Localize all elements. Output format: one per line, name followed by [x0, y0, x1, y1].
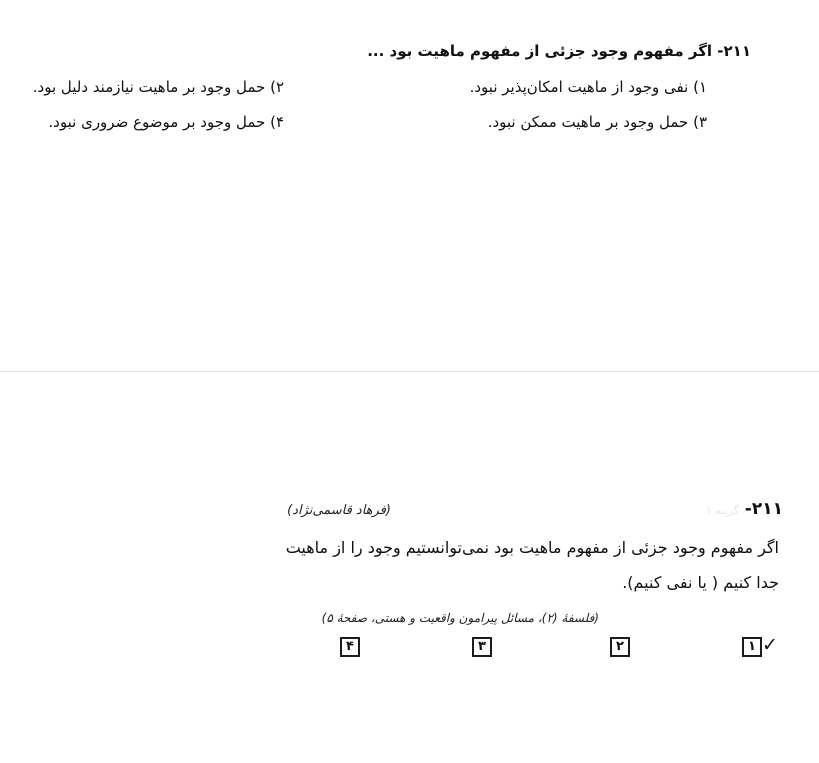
- explanation-line-2: جدا کنیم ( یا نفی کنیم).: [622, 573, 779, 592]
- explanation-line-1: اگر مفهوم وجود جزئی از مفهوم ماهیت بود نمی‌توانستیم وجود را از ماهیت: [285, 538, 779, 557]
- answer-faded-label: گزینه ۱: [705, 504, 739, 517]
- answer-choice-1: ۱: [742, 637, 762, 657]
- answer-author: (فرهاد قاسمی‌نژاد): [287, 503, 391, 518]
- option-3: ۳) حمل وجود بر ماهیت ممکن نبود.: [487, 113, 707, 131]
- option-1: ۱) نفی وجود از ماهیت امکان‌پذیر نبود.: [469, 78, 707, 96]
- answer-source: (فلسفهٔ (۲)، مسائل پیرامون واقعیت و هستی، صفحهٔ ۵): [321, 611, 599, 625]
- option-4: ۴) حمل وجود بر موضوع ضروری نبود.: [48, 113, 284, 131]
- answer-number: ۲۱۱-: [744, 499, 783, 519]
- answer-choice-3: ۳: [472, 637, 492, 657]
- option-2: ۲) حمل وجود بر ماهیت نیازمند دلیل بود.: [32, 78, 284, 96]
- question-title: ۲۱۱- اگر مفهوم وجود جزئی از مفهوم ماهیت بود ...: [367, 42, 751, 60]
- answer-choice-2: ۲: [610, 637, 630, 657]
- answer-choice-4: ۴: [340, 637, 360, 657]
- check-icon: ✓: [762, 634, 778, 656]
- section-divider: [0, 371, 819, 372]
